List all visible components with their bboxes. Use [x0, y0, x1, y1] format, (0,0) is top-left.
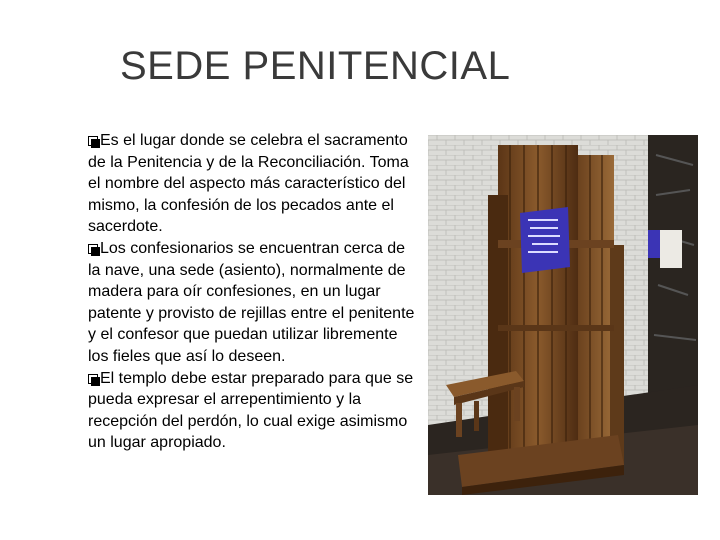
confessional-illustration [428, 135, 698, 495]
square-bullet-icon [88, 136, 98, 146]
paragraph-3: El templo debe estar preparado para que se pueda expresar el arrepentimiento y la recepción del perdón, lo cual exige asimismo un lugar apropiado. [88, 369, 414, 452]
paragraph-1: Es el lugar donde se celebra el sacramento de la Penitencia y de la Reconciliación. Toma el nombre del aspecto más característico del mismo, la confesión de los pecados ante el sacerdote. [88, 132, 409, 236]
slide-title: SEDE PENITENCIAL [120, 44, 511, 88]
square-bullet-icon [88, 244, 98, 254]
square-bullet-icon [88, 374, 98, 384]
confessional-photo [428, 135, 698, 495]
paragraph-2: Los confesionarios se encuentran cerca de la nave, una sede (asiento), normalmente de madera para oír confesiones, en un lugar patente y provisto de rejillas entre el penitente y el confesor que puedan utilizar libremente los fieles que así lo deseen. [88, 239, 415, 365]
slide-body [88, 130, 418, 454]
